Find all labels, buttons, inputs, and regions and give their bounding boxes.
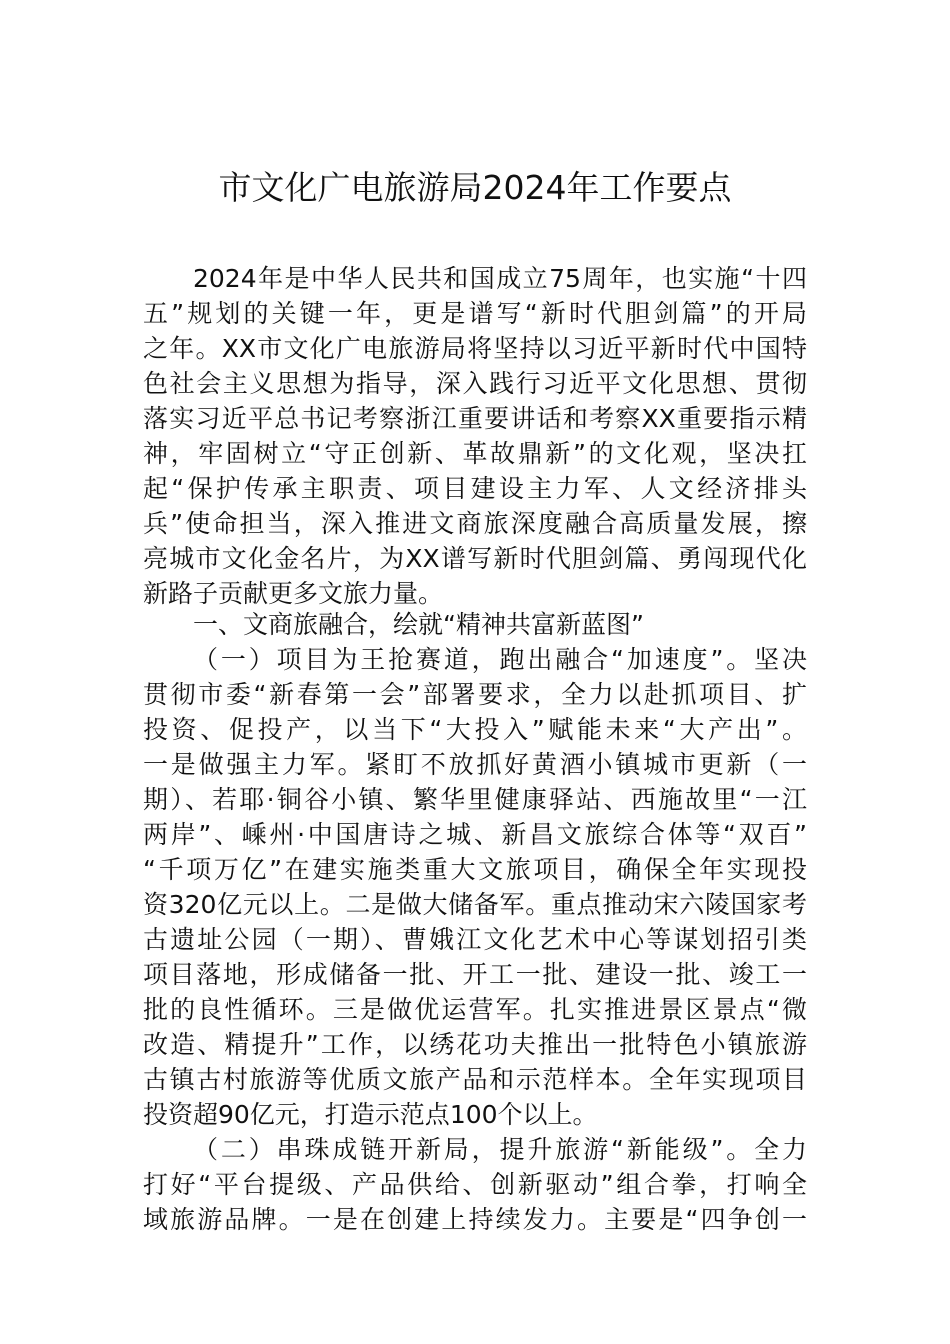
body-line: 投资、促投产，以当下“大投入”赋能未来“大产出”。 [143, 715, 807, 744]
body-line: 五”规划的关键一年，更是谱写“新时代胆剑篇”的开局 [143, 299, 807, 328]
body-line: 项目落地，形成储备一批、开工一批、建设一批、竣工一 [143, 960, 807, 989]
body-line: “千项万亿”在建实施类重大文旅项目，确保全年实现投 [143, 855, 807, 884]
body-line: 色社会主义思想为指导，深入践行习近平文化思想、贯彻 [143, 369, 807, 398]
body-line: 改造、精提升”工作，以绣花功夫推出一批特色小镇旅游 [143, 1030, 807, 1059]
body-line: （二）串珠成链开新局，提升旅游“新能级”。全力 [193, 1135, 807, 1164]
body-line: 投资超90亿元，打造示范点100个以上。 [143, 1100, 598, 1129]
body-line: 落实习近平总书记考察浙江重要讲话和考察XX重要指示精 [143, 404, 807, 433]
body-line: 新路子贡献更多文旅力量。 [143, 579, 444, 608]
body-line: 一是做强主力军。紧盯不放抓好黄酒小镇城市更新（一 [143, 750, 807, 779]
body-line: 两岸”、嵊州·中国唐诗之城、新昌文旅综合体等“双百” [143, 820, 807, 849]
body-line: 打好“平台提级、产品供给、创新驱动”组合拳，打响全 [143, 1170, 807, 1199]
body-line: 之年。XX市文化广电旅游局将坚持以习近平新时代中国特 [143, 334, 807, 363]
body-line: 批的良性循环。三是做优运营军。扎实推进景区景点“微 [143, 995, 807, 1024]
body-line: 资320亿元以上。二是做大储备军。重点推动宋六陵国家考 [143, 890, 807, 919]
document-title: 市文化广电旅游局2024年工作要点 [218, 168, 732, 207]
body-line: 贯彻市委“新春第一会”部署要求，全力以赴抓项目、扩 [143, 680, 807, 709]
body-line: 兵”使命担当，深入推进文商旅深度融合高质量发展，擦 [143, 509, 807, 538]
body-line: 期）、若耶·铜谷小镇、繁华里健康驿站、西施故里“一江 [143, 785, 807, 814]
body-line: 古镇古村旅游等优质文旅产品和示范样本。全年实现项目 [143, 1065, 807, 1094]
body-line: 域旅游品牌。一是在创建上持续发力。主要是“四争创一 [143, 1205, 807, 1234]
section-heading: 一、文商旅融合，绘就“精神共富新蓝图” [193, 610, 644, 639]
body-line: 古遗址公园（一期）、曹娥江文化艺术中心等谋划招引类 [143, 925, 807, 954]
body-line: 起“保护传承主职责、项目建设主力军、人文经济排头 [143, 474, 807, 503]
body-line: 神，牢固树立“守正创新、革故鼎新”的文化观，坚决扛 [143, 439, 807, 468]
body-line: 2024年是中华人民共和国成立75周年，也实施“十四 [193, 264, 807, 293]
body-line: （一）项目为王抢赛道，跑出融合“加速度”。坚决 [193, 645, 807, 674]
body-line: 亮城市文化金名片，为XX谱写新时代胆剑篇、勇闯现代化 [143, 544, 807, 573]
